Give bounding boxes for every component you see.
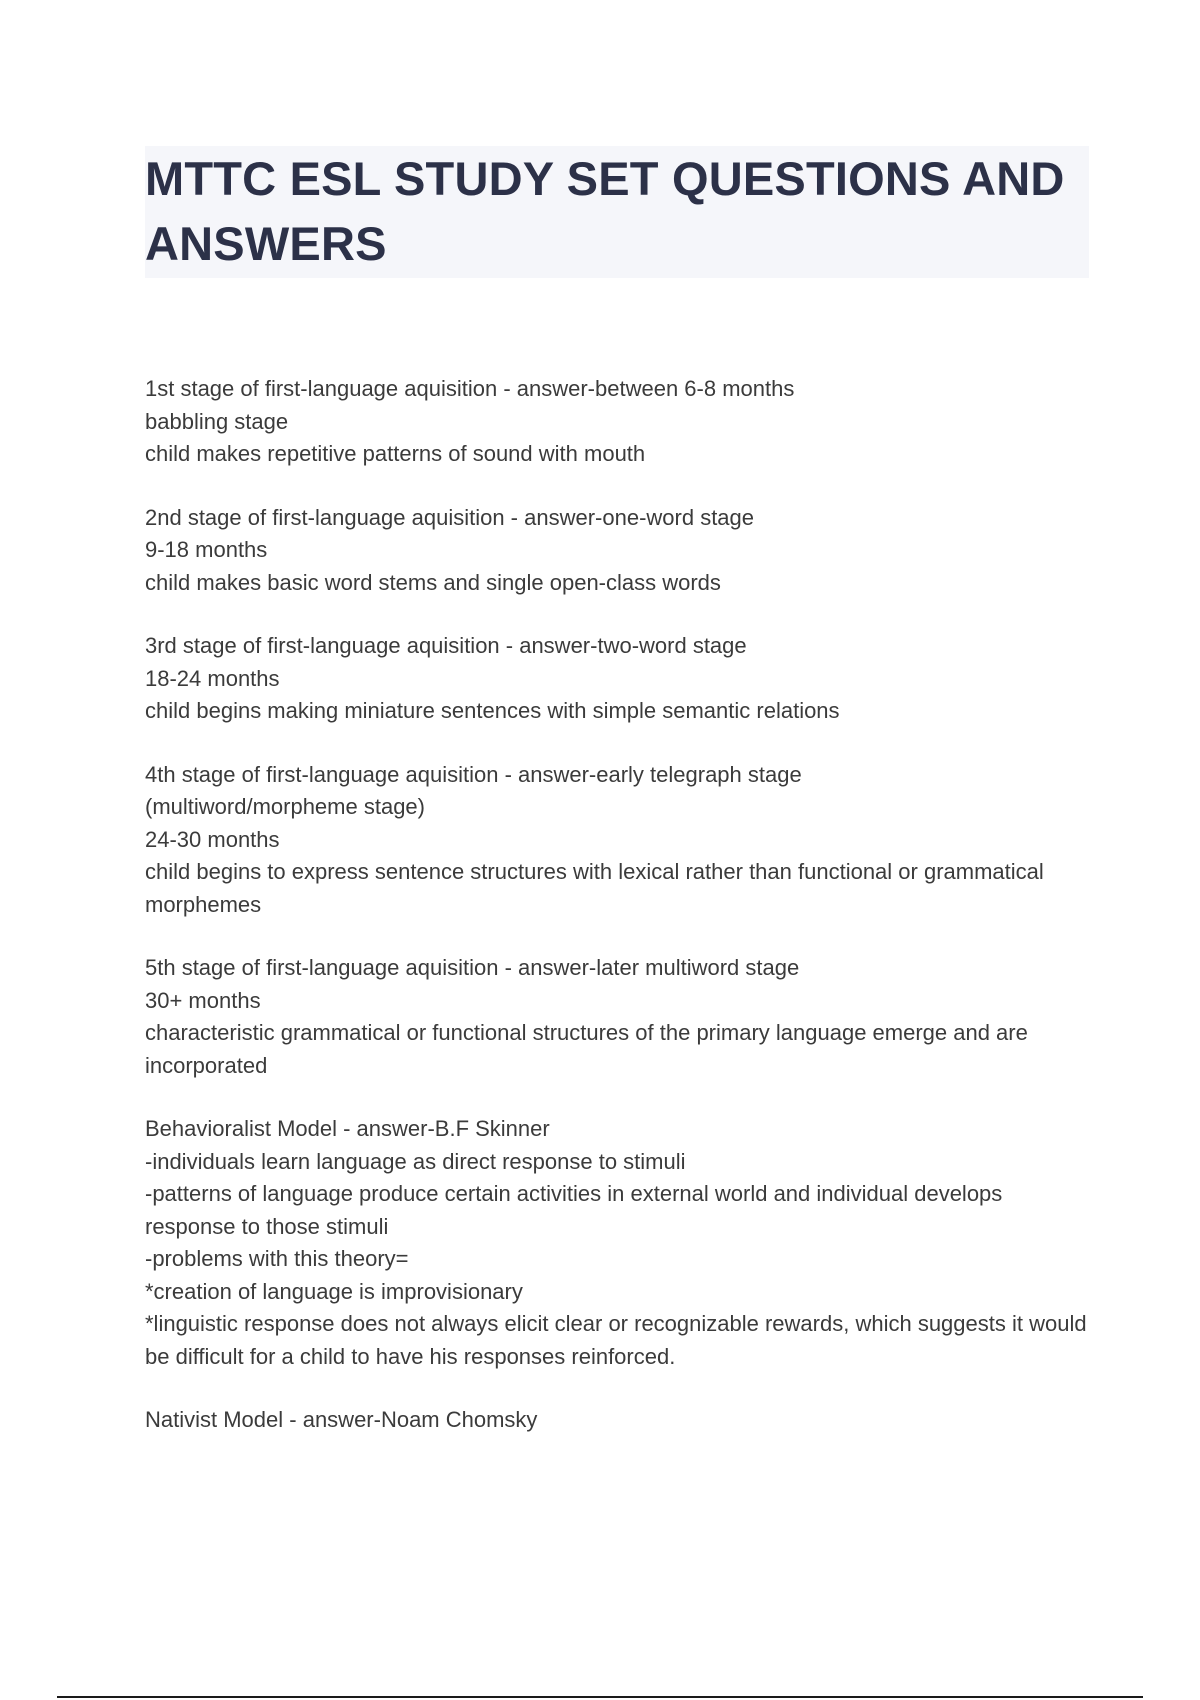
qa-entry [145, 952, 1095, 1082]
qa-entry [145, 373, 1095, 471]
qa-answer-line: *linguistic response does not always elicit clear or recognizable rewards, which suggests it would be difficult for a child to have his responses reinforced. [145, 1311, 1093, 1369]
qa-answer-line: child begins to express sentence structures with lexical rather than functional or grammatical morphemes [145, 859, 1050, 917]
qa-entry [145, 1113, 1095, 1373]
qa-answer-line: 9-18 months [145, 537, 268, 562]
qa-question-line: 3rd stage of first-language aquisition - answer-two-word stage [145, 633, 747, 658]
qa-answer-line: child makes repetitive patterns of sound with mouth [145, 441, 646, 466]
qa-question-line: 5th stage of first-language aquisition - answer-later multiword stage [145, 955, 800, 980]
qa-answer-line: -problems with this theory= [145, 1246, 409, 1271]
qa-entry [145, 1404, 1095, 1437]
qa-answer-line: -patterns of language produce certain activities in external world and individual develops response to those stimuli [145, 1181, 1009, 1239]
qa-entry [145, 502, 1095, 600]
qa-question-line: 4th stage of first-language aquisition - answer-early telegraph stage [145, 761, 802, 787]
qa-answer-line: child makes basic word stems and single open-class words [145, 569, 721, 595]
qa-answer-line: (multiword/morpheme stage) [145, 794, 425, 819]
qa-answer-line: 30+ months [145, 987, 261, 1013]
qa-question-line: 2nd stage of first-language aquisition - answer-one-word stage [145, 504, 755, 530]
qa-answer-line: 24-30 months [145, 826, 280, 852]
qa-question-line: Behavioralist Model - answer-B.F Skinner [145, 1116, 550, 1141]
qa-question-line: 1st stage of first-language aquisition - answer-between 6-8 months [145, 376, 795, 401]
qa-answer-line: babbling stage [145, 408, 289, 434]
title-block [145, 146, 1089, 278]
qa-answer-line: 18-24 months [145, 665, 280, 691]
qa-answer-line: characteristic grammatical or functional structures of the primary language emerge and are incorporated [145, 1020, 1034, 1078]
footer-divider [57, 1696, 1143, 1698]
qa-entry [145, 630, 1095, 728]
qa-answer-line: child begins making miniature sentences with simple semantic relations [145, 698, 840, 723]
qa-answer-line: -individuals learn language as direct response to stimuli [145, 1148, 686, 1174]
document-title: MTTC ESL STUDY SET QUESTIONS AND ANSWERS [145, 152, 1065, 270]
qa-question-line: Nativist Model - answer-Noam Chomsky [145, 1407, 538, 1432]
qa-answer-line: *creation of language is improvisionary [145, 1278, 523, 1304]
qa-entry [145, 759, 1095, 922]
qa-content [145, 373, 1095, 1468]
